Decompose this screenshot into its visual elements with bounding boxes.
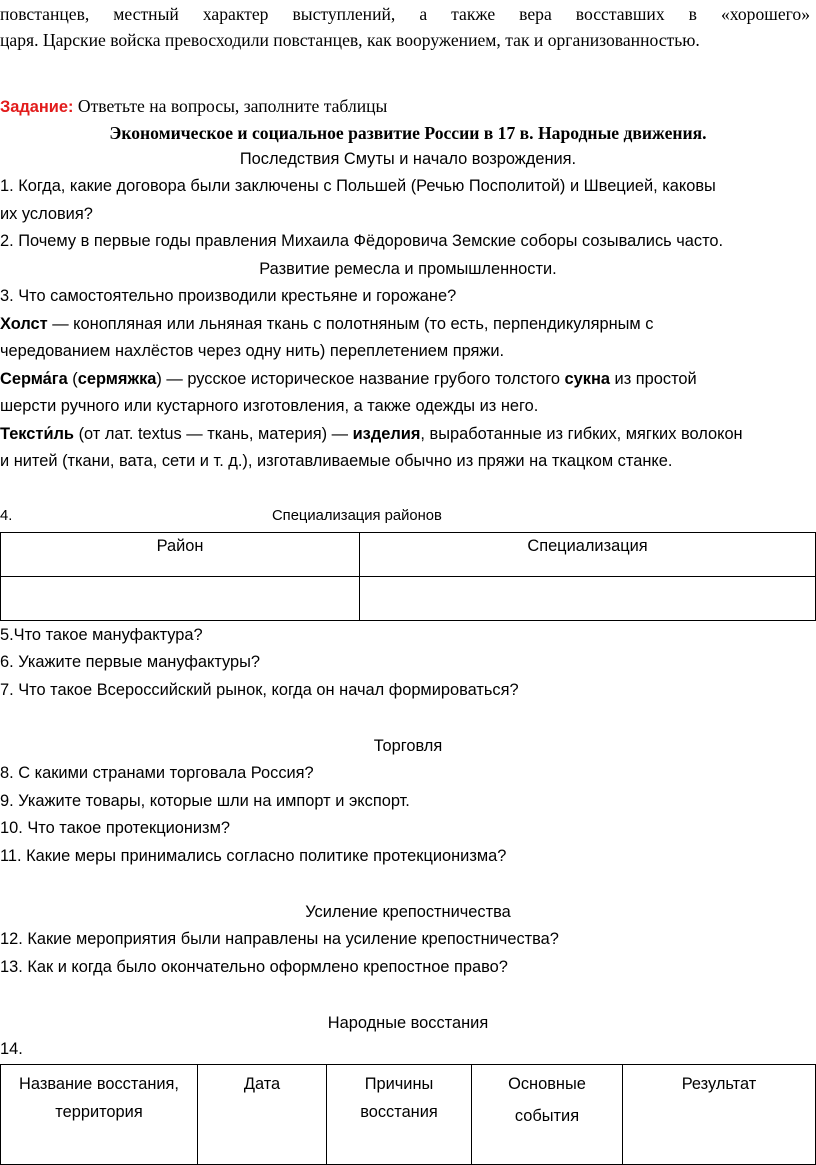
task-label: Задание: [0,98,74,116]
question-11: 11. Какие меры принимались согласно политике протекционизма? [0,847,507,865]
term-textile: Тексти́ль [0,425,75,443]
question-10: 10. Что такое протекционизм? [0,819,230,837]
question-14-number: 14. [0,1040,23,1058]
header-uprising-name [1,1065,197,1126]
section-heading-trade: Торговля [373,737,443,755]
intro-line-2: царя. Царские войска превосходили повстанцев, как вооружением, так и организованностью. [0,30,700,50]
table-header-cell [327,1065,472,1165]
table-header-cell [1,1065,198,1165]
table-1-caption: Специализация районов [272,508,442,524]
header-date: Дата [243,1075,281,1093]
table-row [1,1065,816,1165]
header-causes [327,1065,471,1126]
question-13: 13. Как и когда было окончательно оформлено крепостное право? [0,958,508,976]
question-1-line-1: 1. Когда, какие договора были заключены с Польшей (Речью Посполитой) и Швецией, каковы [0,177,716,195]
question-9: 9. Укажите товары, которые шли на импорт и экспорт. [0,792,410,810]
header-line: Причины [364,1075,434,1093]
question-8: 8. С какими странами торговала Россия? [0,764,314,782]
section-heading-uprisings: Народные восстания [327,1014,489,1032]
question-1-line-2: их условия? [0,205,93,223]
question-4-number: 4. [0,508,13,524]
definition-text: ( [67,370,78,388]
header-line: Основные [508,1075,586,1093]
page-title: Экономическое и социальное развитие России в 17 в. Народные движения. [109,123,707,143]
definition-sermyaga-line-2: шерсти ручного или кустарного изготовления, а также одежды из него. [0,397,539,415]
question-2: 2. Почему в первые годы правления Михаила Фёдоровича Земские соборы созывались часто. [0,232,724,250]
definition-text: , выработанные из гибких, мягких волокон [420,425,743,443]
definition-textile-line-2: и нитей (ткани, вата, сети и т. д.), изготавливаемые обычно из пряжи на ткацком станке. [0,452,673,470]
table-header-cell [623,1065,816,1165]
question-3: 3. Что самостоятельно производили крестьяне и горожане? [0,287,457,305]
table-row [1,577,816,621]
definition-sermyaga-line-1 [0,370,697,389]
term-sermyazhka: сермяжка [77,370,157,388]
table-header-cell [472,1065,623,1165]
section-heading-serfdom: Усиление крепостничества [305,903,511,921]
task-text: Ответьте на вопросы, заполните таблицы [77,96,388,116]
header-specialization: Специализация [527,537,648,555]
definition-text: — конопляная или льняная ткань с полотняным (то есть, перпендикулярным с [47,315,654,333]
definition-text: из простой [609,370,697,388]
term-holst: Холст [0,315,48,333]
header-main-events [472,1065,622,1130]
section-heading-crafts: Развитие ремесла и промышленности. [259,260,557,278]
term-sukno: сукна [564,370,610,388]
question-6: 6. Укажите первые мануфактуры? [0,653,261,671]
section-heading-smuta: Последствия Смуты и начало возрождения. [239,150,577,168]
question-12: 12. Какие мероприятия были направлены на усиление крепостничества? [0,930,559,948]
table-row [1,533,816,577]
header-region: Район [156,537,204,555]
table-header-cell [1,533,360,577]
uprisings-table [0,1064,816,1165]
definition-textile-line-1 [0,425,743,444]
term-izdeliya: изделия [352,425,421,443]
term-sermyaga: Серма́га [0,370,68,388]
header-line: Название восстания, [19,1075,179,1093]
task-line [0,96,387,117]
question-5: 5.Что такое мануфактура? [0,626,203,644]
header-line: территория [55,1103,143,1121]
table-cell-empty[interactable] [360,577,816,621]
table-header-cell [198,1065,327,1165]
table-header-cell [360,533,816,577]
intro-line-1: повстанцев, местный характер выступлений, а также вера восставших в «хорошего» [0,4,810,24]
definition-holst-line-1 [0,315,653,334]
question-7: 7. Что такое Всероссийский рынок, когда он начал формироваться? [0,681,519,699]
definition-text: ) — русское историческое название грубого толстого [156,370,565,388]
definition-text: (от лат. textus — ткань, материя) — [74,425,353,443]
definition-holst-line-2: чередованием нахлёстов через одну нить) переплетением пряжи. [0,342,505,360]
header-line: восстания [360,1103,438,1121]
header-line: события [514,1107,580,1125]
header-result: Результат [681,1075,757,1093]
specialization-table [0,532,816,621]
table-cell-empty[interactable] [1,577,360,621]
